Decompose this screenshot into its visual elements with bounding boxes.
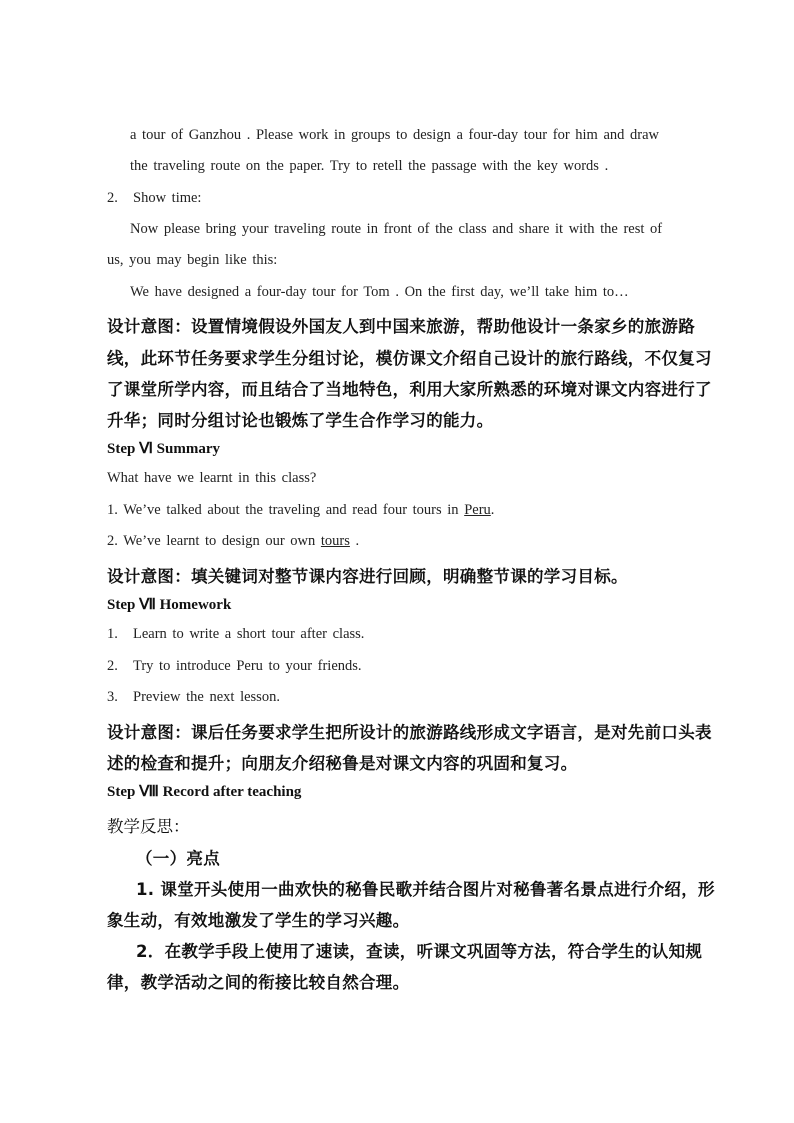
activity-line-1: a tour of Ganzhou . Please work in groups to design a four-day tour for him and draw — [130, 127, 660, 143]
highlight-2-line-2: 律，教学活动之间的衔接比较自然合理。 — [107, 973, 410, 992]
summary-item-2: 2. We’ve learnt to design our own tours . — [107, 533, 360, 549]
show-time-number: 2. — [107, 190, 118, 206]
summary-question: What have we learnt in this class? — [107, 470, 317, 486]
highlight-1-line-2: 象生动，有效地激发了学生的学习兴趣。 — [107, 911, 410, 930]
activity-line-5: We have designed a four-day tour for Tom . On the first day, we’ll take him to… — [130, 284, 629, 300]
design-intent-1-line-3: 了课堂所学内容，而且结合了当地特色，利用大家所熟悉的环境对课文内容进行了 — [107, 380, 712, 399]
summary-blank-1: Peru — [464, 502, 491, 518]
homework-item-2-number: 2. — [107, 658, 118, 674]
highlight-2-line-1: 2．在教学手段上使用了速读，查读，听课文巩固等方法，符合学生的认知规 — [136, 942, 703, 961]
activity-line-2: the traveling route on the paper. Try to retell the passage with the key words . — [130, 158, 609, 174]
design-intent-2: 设计意图：填关键词对整节课内容进行回顾，明确整节课的学习目标。 — [107, 567, 628, 586]
design-intent-1-line-1: 设计意图：设置情境假设外国友人到中国来旅游，帮助他设计一条家乡的旅游路 — [107, 317, 695, 336]
design-intent-1-line-4: 升华；同时分组讨论也锻炼了学生合作学习的能力。 — [107, 411, 494, 430]
activity-line-3: Now please bring your traveling route in front of the class and share it with the rest of — [130, 221, 663, 237]
highlights-title: （一）亮点 — [136, 849, 220, 868]
homework-item-2: Try to introduce Peru to your friends. — [133, 658, 362, 674]
show-time-label: Show time: — [133, 190, 202, 206]
design-intent-1-line-2: 线，此环节任务要求学生分组讨论，模仿课文介绍自己设计的旅行路线，不仅复习 — [107, 349, 712, 368]
homework-item-3: Preview the next lesson. — [133, 689, 280, 705]
summary-blank-2: tours — [320, 533, 350, 549]
homework-item-1-number: 1. — [107, 626, 118, 642]
reflection-title: 教学反思： — [107, 817, 190, 836]
homework-item-3-number: 3. — [107, 689, 118, 705]
summary-heading: Step Ⅵ Summary — [107, 441, 221, 457]
record-heading: Step Ⅷ Record after teaching — [107, 784, 302, 800]
homework-item-1: Learn to write a short tour after class. — [133, 626, 365, 642]
design-intent-3-line-2: 述的检查和提升；向朋友介绍秘鲁是对课文内容的巩固和复习。 — [107, 754, 578, 773]
activity-line-4: us, you may begin like this: — [107, 252, 278, 268]
summary-item-1: 1. We’ve talked about the traveling and read four tours in Peru. — [107, 502, 495, 518]
homework-heading: Step Ⅶ Homework — [107, 597, 232, 613]
highlight-1-line-1: 1. 课堂开头使用一曲欢快的秘鲁民歌并结合图片对秘鲁著名景点进行介绍，形 — [136, 880, 715, 899]
design-intent-3-line-1: 设计意图：课后任务要求学生把所设计的旅游路线形成文字语言，是对先前口头表 — [107, 723, 712, 742]
